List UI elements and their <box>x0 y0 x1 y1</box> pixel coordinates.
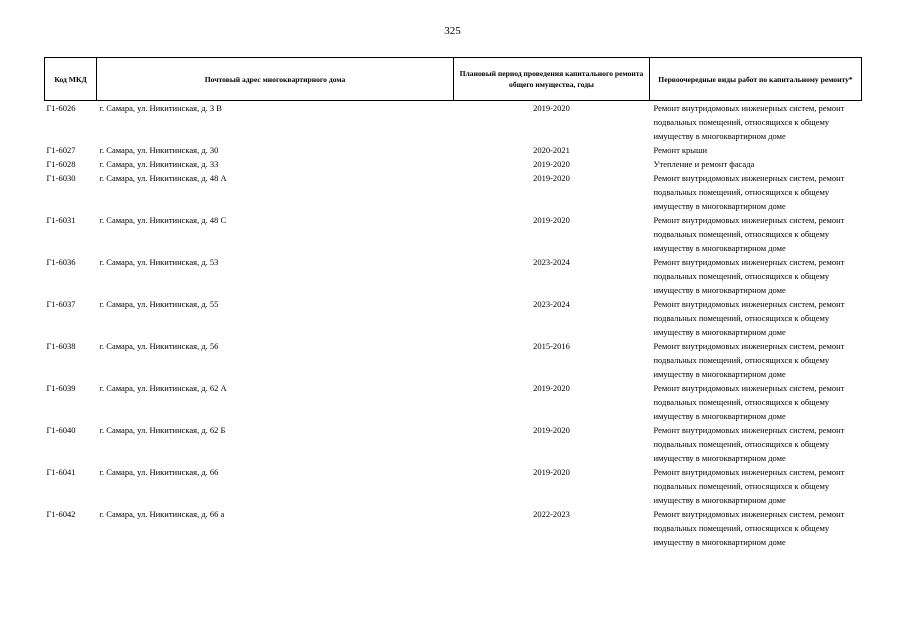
row-address: г. Самара, ул. Никитинская, д. 66 <box>99 467 219 477</box>
table-row <box>45 507 862 549</box>
row-code: Г1-6036 <box>46 257 76 267</box>
row-address: г. Самара, ул. Никитинская, д. 53 <box>99 257 219 267</box>
row-period: 2023-2024 <box>533 257 570 267</box>
row-period: 2019-2020 <box>533 103 570 113</box>
row-period: 2015-2016 <box>533 341 570 351</box>
row-code: Г1-6041 <box>46 467 76 477</box>
row-code: Г1-6031 <box>46 215 76 225</box>
table-row <box>45 423 862 465</box>
table-row <box>45 143 862 157</box>
row-code: Г1-6039 <box>46 383 76 393</box>
row-code: Г1-6030 <box>46 173 76 183</box>
row-code: Г1-6042 <box>46 509 76 519</box>
row-period: 2019-2020 <box>533 159 570 169</box>
repair-schedule-table <box>44 57 862 549</box>
row-works: Утепление и ремонт фасада <box>653 159 755 169</box>
header-code: Код МКД <box>45 58 97 101</box>
row-works: Ремонт крыши <box>653 145 708 155</box>
row-period: 2022-2023 <box>533 509 570 519</box>
table-row <box>45 297 862 339</box>
row-works: Ремонт внутридомовых инженерных систем, ремонт подвальных помещений, относящихся к общему имуществу в многоквартирном доме <box>653 215 845 253</box>
row-address: г. Самара, ул. Никитинская, д. 33 <box>99 159 219 169</box>
row-address: г. Самара, ул. Никитинская, д. 48 С <box>99 215 227 225</box>
row-period: 2019-2020 <box>533 215 570 225</box>
table-header <box>45 58 862 101</box>
table-row <box>45 381 862 423</box>
row-period: 2023-2024 <box>533 299 570 309</box>
header-address: Почтовый адрес многоквартирного дома <box>97 58 454 101</box>
table-row <box>45 255 862 297</box>
table-row <box>45 171 862 213</box>
row-period: 2020-2021 <box>533 145 570 155</box>
row-works: Ремонт внутридомовых инженерных систем, ремонт подвальных помещений, относящихся к общему имуществу в многоквартирном доме <box>653 509 845 547</box>
header-period: Плановый период проведения капитального ремонта общего имущества, годы <box>454 58 650 101</box>
row-works: Ремонт внутридомовых инженерных систем, ремонт подвальных помещений, относящихся к общему имуществу в многоквартирном доме <box>653 299 845 337</box>
row-works: Ремонт внутридомовых инженерных систем, ремонт подвальных помещений, относящихся к общему имуществу в многоквартирном доме <box>653 425 845 463</box>
row-works: Ремонт внутридомовых инженерных систем, ремонт подвальных помещений, относящихся к общему имуществу в многоквартирном доме <box>653 257 845 295</box>
row-address: г. Самара, ул. Никитинская, д. 66 а <box>99 509 225 519</box>
table-row <box>45 157 862 171</box>
row-address: г. Самара, ул. Никитинская, д. 55 <box>99 299 219 309</box>
row-address: г. Самара, ул. Никитинская, д. 62 Б <box>99 425 226 435</box>
row-address: г. Самара, ул. Никитинская, д. 30 <box>99 145 219 155</box>
row-code: Г1-6040 <box>46 425 76 435</box>
table-row <box>45 465 862 507</box>
row-works: Ремонт внутридомовых инженерных систем, ремонт подвальных помещений, относящихся к общему имуществу в многоквартирном доме <box>653 467 845 505</box>
row-code: Г1-6026 <box>46 103 76 113</box>
row-period: 2019-2020 <box>533 425 570 435</box>
row-address: г. Самара, ул. Никитинская, д. 56 <box>99 341 219 351</box>
row-works: Ремонт внутридомовых инженерных систем, ремонт подвальных помещений, относящихся к общему имуществу в многоквартирном доме <box>653 383 845 421</box>
row-address: г. Самара, ул. Никитинская, д. 3 В <box>99 103 222 113</box>
row-works: Ремонт внутридомовых инженерных систем, ремонт подвальных помещений, относящихся к общему имуществу в многоквартирном доме <box>653 103 845 141</box>
row-address: г. Самара, ул. Никитинская, д. 62 А <box>99 383 227 393</box>
row-period: 2019-2020 <box>533 173 570 183</box>
row-works: Ремонт внутридомовых инженерных систем, ремонт подвальных помещений, относящихся к общему имуществу в многоквартирном доме <box>653 173 845 211</box>
row-code: Г1-6038 <box>46 341 76 351</box>
row-code: Г1-6027 <box>46 145 76 155</box>
table-row <box>45 101 862 144</box>
table-row <box>45 213 862 255</box>
row-address: г. Самара, ул. Никитинская, д. 48 А <box>99 173 227 183</box>
header-row <box>45 58 862 101</box>
table-body <box>45 101 862 550</box>
row-code: Г1-6028 <box>46 159 76 169</box>
row-period: 2019-2020 <box>533 383 570 393</box>
table-row <box>45 339 862 381</box>
header-works: Первоочередные виды работ по капитальному ремонту* <box>650 58 862 101</box>
page-number: 325 <box>444 25 461 37</box>
row-period: 2019-2020 <box>533 467 570 477</box>
row-works: Ремонт внутридомовых инженерных систем, ремонт подвальных помещений, относящихся к общему имуществу в многоквартирном доме <box>653 341 845 379</box>
row-code: Г1-6037 <box>46 299 76 309</box>
